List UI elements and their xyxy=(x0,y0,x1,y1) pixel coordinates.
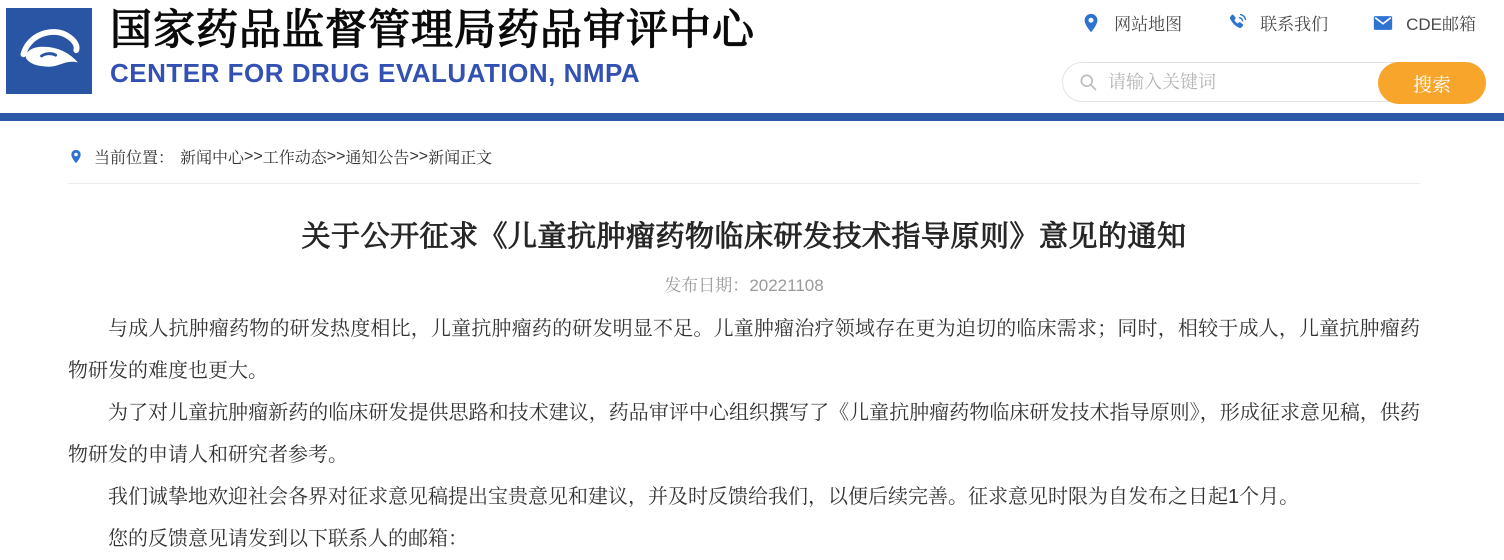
search-bar xyxy=(1062,62,1486,102)
cde-swoosh-icon xyxy=(11,18,87,84)
search-icon xyxy=(1078,72,1098,92)
breadcrumb-item-work-updates[interactable]: 工作动态 xyxy=(262,150,327,167)
quick-link-contact[interactable] xyxy=(1226,10,1328,35)
envelope-icon xyxy=(1372,12,1394,34)
breadcrumb-separator: >> xyxy=(244,147,263,165)
paragraph: 您的反馈意见请发到以下联系人的邮箱： xyxy=(108,528,468,550)
site-header xyxy=(0,0,1504,113)
breadcrumb-separator: >> xyxy=(409,147,429,165)
site-title-zh: 国家药品监督管理局药品审评中心 xyxy=(110,6,756,53)
phone-icon xyxy=(1226,12,1248,34)
quick-link-label: 网站地图 xyxy=(1114,15,1183,34)
location-pin-icon xyxy=(68,146,84,167)
paragraph: 为了对儿童抗肿瘤新药的临床研发提供思路和技术建议，药品审评中心组织撰写了《儿童抗肿瘤药物临床研发技术指导原则》，形成征求意见稿，供药物研发的申请人和研究者参考。 xyxy=(68,402,1420,466)
quick-links xyxy=(1080,10,1476,35)
publish-date-value: 20221108 xyxy=(749,276,824,295)
search-button[interactable]: 搜索 xyxy=(1378,62,1486,104)
paragraph: 与成人抗肿瘤药物的研发热度相比，儿童抗肿瘤药的研发明显不足。儿童肿瘤治疗领域存在更为迫切的临床需求；同时，相较于成人，儿童抗肿瘤药物研发的难度也更大。 xyxy=(68,318,1420,382)
article xyxy=(68,214,1420,560)
header-divider-bar xyxy=(0,113,1504,121)
publish-date-label: 发布日期： xyxy=(664,276,750,295)
quick-link-mailbox[interactable] xyxy=(1372,10,1476,35)
location-pin-icon xyxy=(1080,12,1102,34)
site-titles xyxy=(110,5,755,89)
breadcrumb-label: 当前位置： xyxy=(94,150,175,167)
paragraph: 我们诚挚地欢迎社会各界对征求意见稿提出宝贵意见和建议，并及时反馈给我们，以便后续完善。征求意见时限为自发布之日起1个月。 xyxy=(108,486,1300,508)
quick-link-label: 联系我们 xyxy=(1260,15,1329,34)
quick-link-sitemap[interactable] xyxy=(1080,10,1182,35)
breadcrumb xyxy=(68,121,1420,184)
main-content xyxy=(0,121,1504,560)
article-body xyxy=(68,308,1420,560)
breadcrumb-item-notices[interactable]: 通知公告 xyxy=(345,150,410,167)
quick-link-label: CDE邮箱 xyxy=(1406,15,1476,34)
breadcrumb-item-news-center[interactable]: 新闻中心 xyxy=(180,150,245,167)
breadcrumb-separator: >> xyxy=(326,147,346,165)
site-logo[interactable] xyxy=(6,8,92,94)
publish-date xyxy=(68,271,1420,296)
article-title: 关于公开征求《儿童抗肿瘤药物临床研发技术指导原则》意见的通知 xyxy=(301,221,1187,253)
site-title-en: CENTER FOR DRUG EVALUATION, NMPA xyxy=(110,58,641,89)
breadcrumb-item-current-article: 新闻正文 xyxy=(428,150,493,167)
